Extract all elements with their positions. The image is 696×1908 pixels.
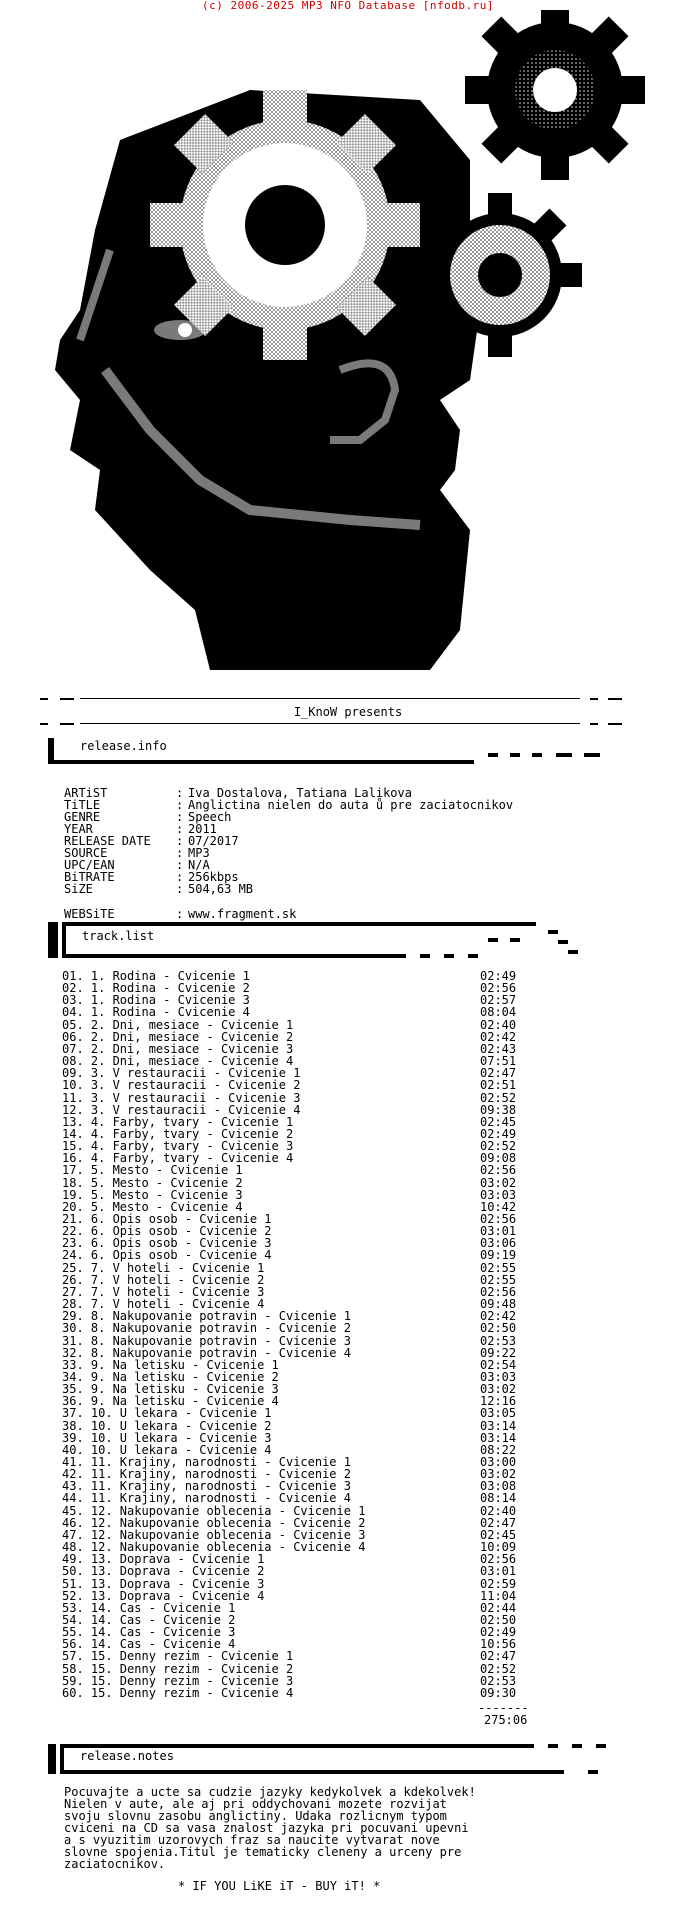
notes-line: Nielen v aute, ale aj pri oddychovani mozete rozvijat <box>64 1797 447 1811</box>
track-duration: 02:49 <box>480 1625 517 1640</box>
track-title: 24. 6. Opis osob - Cvicenie 4 <box>62 1248 272 1263</box>
info-row: RELEASE DATE : 07/2017 <box>64 834 239 849</box>
track-title: 07. 2. Dni, mesiace - Cvicenie 3 <box>62 1041 294 1056</box>
track-title: 19. 5. Mesto - Cvicenie 3 <box>62 1187 243 1202</box>
track-title: 60. 15. Denny rezim - Cvicenie 4 <box>62 1685 294 1700</box>
info-key: RELEASE DATE <box>64 834 151 849</box>
info-value: 504,63 MB <box>188 882 254 897</box>
track-title: 17. 5. Mesto - Cvicenie 1 <box>62 1163 243 1178</box>
track-title: 47. 12. Nakupovanie oblecenia - Cvicenie 3 <box>62 1527 366 1542</box>
release-info-label: release.info <box>80 739 167 753</box>
track-duration: 09:19 <box>480 1248 517 1263</box>
total-separator: ------- <box>478 1701 529 1715</box>
track-title: 40. 10. U lekara - Cvicenie 4 <box>62 1442 272 1457</box>
info-value: Speech <box>188 810 232 825</box>
track-duration: 03:02 <box>480 1467 517 1482</box>
separator-dash <box>590 723 598 725</box>
track-title: 02. 1. Rodina - Cvicenie 2 <box>62 981 250 996</box>
track-list-label: track.list <box>82 929 155 943</box>
track-title: 51. 13. Doprava - Cvicenie 3 <box>62 1576 265 1591</box>
track-duration: 10:09 <box>480 1540 517 1555</box>
info-key: YEAR <box>64 822 93 837</box>
track-duration: 02:42 <box>480 1029 517 1044</box>
notes-line: zaciatocnikov. <box>64 1857 166 1871</box>
track-duration: 08:04 <box>480 1005 517 1020</box>
notes-line: slovne spojenia.Titul je tematicky cleneny a urceny pre <box>64 1845 462 1859</box>
track-duration: 02:56 <box>480 1163 517 1178</box>
info-value: N/A <box>188 858 210 873</box>
track-duration: 02:56 <box>480 1284 517 1299</box>
track-duration: 02:56 <box>480 981 517 996</box>
info-row: TiTLE : Anglictina nielen do auta ů pre zaciatocnikov <box>64 798 514 813</box>
track-duration: 02:50 <box>480 1321 517 1336</box>
track-title: 58. 15. Denny rezim - Cvicenie 2 <box>62 1661 294 1676</box>
info-row: YEAR : 2011 <box>64 822 217 837</box>
track-duration: 03:02 <box>480 1382 517 1397</box>
info-key: SiZE <box>64 882 93 897</box>
track-title: 18. 5. Mesto - Cvicenie 2 <box>62 1175 243 1190</box>
separator-dash <box>40 723 48 725</box>
track-duration: 03:03 <box>480 1369 517 1384</box>
separator-dash <box>40 698 48 700</box>
separator-dash <box>60 698 74 700</box>
track-duration: 02:42 <box>480 1309 517 1324</box>
track-title: 46. 12. Nakupovanie oblecenia - Cvicenie 2 <box>62 1515 366 1530</box>
track-duration: 02:40 <box>480 1017 517 1032</box>
track-title: 34. 9. Na letisku - Cvicenie 2 <box>62 1369 279 1384</box>
track-title: 12. 3. V restauracii - Cvicenie 4 <box>62 1102 301 1117</box>
track-title: 29. 8. Nakupovanie potravin - Cvicenie 1 <box>62 1309 351 1324</box>
track-title: 25. 7. V hoteli - Cvicenie 1 <box>62 1260 265 1275</box>
track-duration: 02:55 <box>480 1260 517 1275</box>
track-duration: 02:57 <box>480 993 517 1008</box>
info-key: GENRE <box>64 810 101 825</box>
info-row: SOURCE : MP3 <box>64 846 210 861</box>
track-duration: 02:49 <box>480 1126 517 1141</box>
copyright-line: (c) 2006-2025 MP3 NFO Database [nfodb.ru] <box>201 0 495 12</box>
track-title: 27. 7. V hoteli - Cvicenie 3 <box>62 1284 265 1299</box>
track-duration: 02:40 <box>480 1503 517 1518</box>
notes-line: cviceni na CD sa vasa znalost jazyka pri pocuvani upevni <box>64 1821 469 1835</box>
head-gears-illustration <box>0 10 696 690</box>
track-title: 32. 8. Nakupovanie potravin - Cvicenie 4 <box>62 1345 351 1360</box>
track-title: 09. 3. V restauracii - Cvicenie 1 <box>62 1066 301 1081</box>
dark-gear-icon <box>465 10 645 180</box>
info-key: TiTLE <box>64 798 101 813</box>
track-duration: 03:03 <box>480 1187 517 1202</box>
track-title: 30. 8. Nakupovanie potravin - Cvicenie 2 <box>62 1321 351 1336</box>
track-duration: 02:51 <box>480 1078 517 1093</box>
track-title: 49. 13. Doprava - Cvicenie 1 <box>62 1552 265 1567</box>
info-row: BiTRATE : 256kbps <box>64 870 239 885</box>
info-key: BiTRATE <box>64 870 115 885</box>
notes-line: svoju slovnu zasobu anglictiny. Udaka rozlicnym typom <box>64 1809 447 1823</box>
total-duration: 275:06 <box>484 1713 528 1727</box>
track-duration: 02:56 <box>480 1552 517 1567</box>
separator-rule <box>80 723 580 724</box>
track-duration: 03:01 <box>480 1564 517 1579</box>
track-duration: 03:02 <box>480 1175 517 1190</box>
track-title: 36. 9. Na letisku - Cvicenie 4 <box>62 1394 279 1409</box>
footer-slogan: * IF YOU LiKE iT - BUY iT! * <box>178 1879 381 1893</box>
track-title: 10. 3. V restauracii - Cvicenie 2 <box>62 1078 301 1093</box>
track-duration: 08:14 <box>480 1491 517 1506</box>
track-duration: 03:01 <box>480 1224 517 1239</box>
track-duration: 03:00 <box>480 1455 517 1469</box>
large-gear-icon <box>150 90 420 360</box>
track-duration: 03:08 <box>480 1479 517 1494</box>
track-duration: 02:47 <box>480 1066 517 1081</box>
track-title: 16. 4. Farby, tvary - Cvicenie 4 <box>62 1151 294 1166</box>
track-duration: 02:50 <box>480 1612 517 1627</box>
track-title: 38. 10. U lekara - Cvicenie 2 <box>62 1418 272 1433</box>
track-title: 57. 15. Denny rezim - Cvicenie 1 <box>62 1649 294 1664</box>
track-title: 35. 9. Na letisku - Cvicenie 3 <box>62 1382 279 1397</box>
info-value: Anglictina nielen do auta ů pre zaciatocnikov <box>188 798 514 813</box>
track-duration: 03:14 <box>480 1418 517 1433</box>
track-title: 53. 14. Cas - Cvicenie 1 <box>62 1600 236 1615</box>
info-key: WEBSiTE <box>64 907 115 922</box>
track-title: 13. 4. Farby, tvary - Cvicenie 1 <box>62 1114 294 1129</box>
info-key: UPC/EAN <box>64 858 115 873</box>
info-row: SiZE : 504,63 MB <box>64 882 254 897</box>
info-value: 256kbps <box>188 870 239 885</box>
track-title: 52. 13. Doprava - Cvicenie 4 <box>62 1588 265 1603</box>
notes-line: Pocuvajte a ucte sa cudzie jazyky kedykolvek a kdekolvek! <box>64 1785 476 1799</box>
track-title: 54. 14. Cas - Cvicenie 2 <box>62 1612 236 1627</box>
track-duration: 02:45 <box>480 1114 517 1129</box>
track-duration: 03:06 <box>480 1236 517 1251</box>
track-duration: 10:56 <box>480 1637 517 1652</box>
track-title: 15. 4. Farby, tvary - Cvicenie 3 <box>62 1139 294 1154</box>
track-duration: 03:14 <box>480 1430 517 1445</box>
track-title: 45. 12. Nakupovanie oblecenia - Cvicenie 1 <box>62 1503 366 1518</box>
track-duration: 02:59 <box>480 1576 517 1591</box>
track-title: 33. 9. Na letisku - Cvicenie 1 <box>62 1357 279 1372</box>
track-title: 26. 7. V hoteli - Cvicenie 2 <box>62 1272 265 1287</box>
website-link[interactable]: www.fragment.sk <box>188 907 297 922</box>
track-title: 55. 14. Cas - Cvicenie 3 <box>62 1625 236 1640</box>
track-title: 01. 1. Rodina - Cvicenie 1 <box>62 969 250 983</box>
track-title: 20. 5. Mesto - Cvicenie 4 <box>62 1199 243 1214</box>
track-duration: 09:08 <box>480 1151 517 1166</box>
track-title: 41. 11. Krajiny, narodnosti - Cvicenie 1 <box>62 1455 351 1469</box>
track-title: 23. 6. Opis osob - Cvicenie 3 <box>62 1236 272 1251</box>
track-duration: 02:52 <box>480 1090 517 1105</box>
track-duration: 02:53 <box>480 1333 517 1348</box>
track-title: 48. 12. Nakupovanie oblecenia - Cvicenie 4 <box>62 1540 366 1555</box>
track-title: 21. 6. Opis osob - Cvicenie 1 <box>62 1212 272 1226</box>
track-title: 06. 2. Dni, mesiace - Cvicenie 2 <box>62 1029 294 1044</box>
info-row: UPC/EAN : N/A <box>64 858 210 873</box>
track-duration: 02:44 <box>480 1600 517 1615</box>
info-value: MP3 <box>188 846 210 861</box>
info-key: SOURCE <box>64 846 108 861</box>
track-title: 42. 11. Krajiny, narodnosti - Cvicenie 2 <box>62 1467 351 1482</box>
track-duration: 02:52 <box>480 1139 517 1154</box>
track-title: 28. 7. V hoteli - Cvicenie 4 <box>62 1297 265 1312</box>
separator-dash <box>608 723 622 725</box>
track-title: 05. 2. Dni, mesiace - Cvicenie 1 <box>62 1017 294 1032</box>
track-title: 14. 4. Farby, tvary - Cvicenie 2 <box>62 1126 294 1141</box>
track-title: 56. 14. Cas - Cvicenie 4 <box>62 1637 236 1652</box>
track-title: 04. 1. Rodina - Cvicenie 4 <box>62 1005 250 1020</box>
track-duration: 02:55 <box>480 1272 517 1287</box>
info-row: ARTiST : Iva Dostalova, Tatiana Lalikova <box>64 786 412 801</box>
separator-dash <box>60 723 74 725</box>
track-title: 59. 15. Denny rezim - Cvicenie 3 <box>62 1673 294 1688</box>
track-duration: 02:49 <box>480 969 517 983</box>
track-duration: 10:42 <box>480 1199 517 1214</box>
track-title: 31. 8. Nakupovanie potravin - Cvicenie 3 <box>62 1333 351 1348</box>
info-row: GENRE : Speech <box>64 810 232 825</box>
track-duration: 03:05 <box>480 1406 517 1421</box>
track-title: 37. 10. U lekara - Cvicenie 1 <box>62 1406 272 1421</box>
track-duration: 02:52 <box>480 1661 517 1676</box>
track-duration: 12:16 <box>480 1394 517 1409</box>
info-key: ARTiST <box>64 786 108 801</box>
notes-line: a s vyuzitim uzorovych fraz sa naucite vytvarat nove <box>64 1833 440 1847</box>
track-title: 43. 11. Krajiny, narodnosti - Cvicenie 3 <box>62 1479 351 1494</box>
track-duration: 11:04 <box>480 1588 517 1603</box>
track-title: 08. 2. Dni, mesiace - Cvicenie 4 <box>62 1054 294 1069</box>
info-value: 2011 <box>188 822 217 837</box>
track-duration: 09:22 <box>480 1345 517 1360</box>
presenter-title: I_KnoW presents <box>293 705 403 719</box>
track-duration: 02:56 <box>480 1212 517 1226</box>
track-duration: 02:47 <box>480 1649 517 1664</box>
track-duration: 08:22 <box>480 1442 517 1457</box>
release-notes-label: release.notes <box>80 1749 174 1763</box>
track-title: 44. 11. Krajiny, narodnosti - Cvicenie 4 <box>62 1491 351 1506</box>
info-value: Iva Dostalova, Tatiana Lalikova <box>188 786 412 801</box>
track-duration: 09:30 <box>480 1685 517 1700</box>
info-value: 07/2017 <box>188 834 239 849</box>
separator-rule <box>80 698 580 699</box>
track-duration: 07:51 <box>480 1054 517 1069</box>
track-duration: 02:45 <box>480 1527 517 1542</box>
track-title: 11. 3. V restauracii - Cvicenie 3 <box>62 1090 301 1105</box>
track-duration: 09:48 <box>480 1297 517 1312</box>
track-title: 50. 13. Doprava - Cvicenie 2 <box>62 1564 265 1579</box>
separator-dash <box>608 698 622 700</box>
track-duration: 02:43 <box>480 1041 517 1056</box>
track-duration: 02:53 <box>480 1673 517 1688</box>
info-row: WEBSiTE : www.fragment.sk <box>64 907 297 922</box>
track-title: 03. 1. Rodina - Cvicenie 3 <box>62 993 250 1008</box>
track-title: 22. 6. Opis osob - Cvicenie 2 <box>62 1224 272 1239</box>
track-duration: 02:47 <box>480 1515 517 1530</box>
track-title: 39. 10. U lekara - Cvicenie 3 <box>62 1430 272 1445</box>
separator-dash <box>590 698 598 700</box>
track-duration: 09:38 <box>480 1102 517 1117</box>
track-duration: 02:54 <box>480 1357 517 1372</box>
